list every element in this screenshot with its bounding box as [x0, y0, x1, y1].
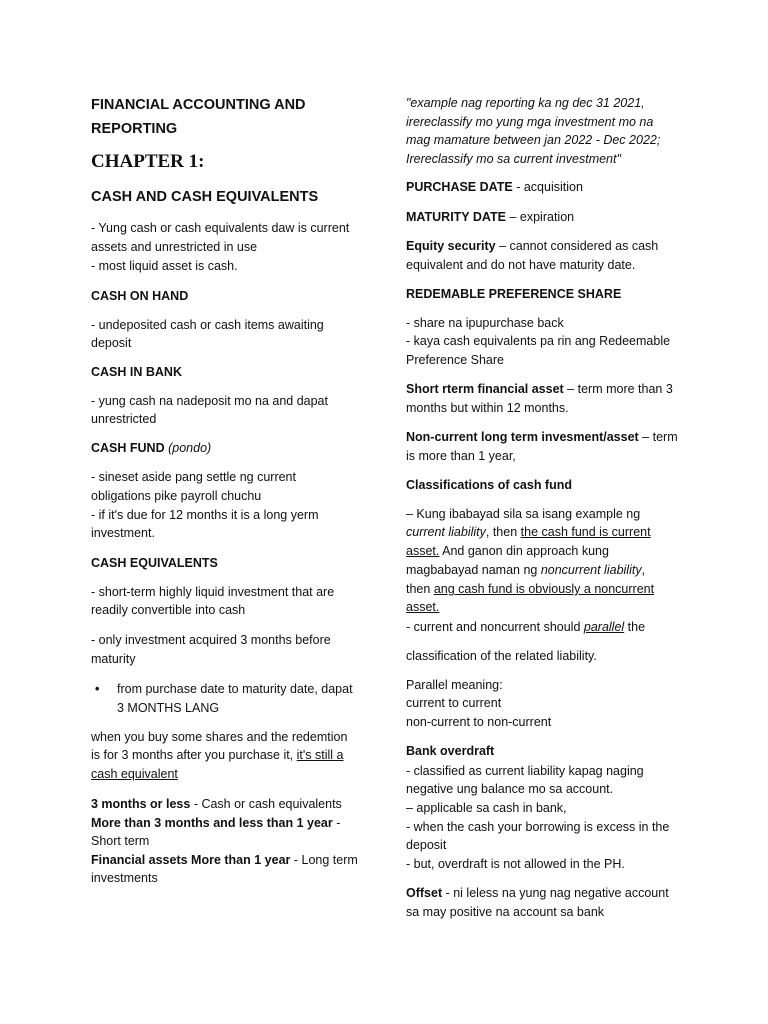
- classifications-line-1: – Kung ibabayad sila sa isang example ng: [406, 507, 641, 521]
- maturity-date-label: MATURITY DATE: [406, 210, 506, 224]
- term-line-2b: Short term: [91, 834, 150, 848]
- maturity-date-text: – expiration: [506, 210, 575, 224]
- cash-equivalents-line-2: readily convertible into cash: [91, 603, 246, 617]
- short-term-line-2: months but within 12 months.: [406, 401, 569, 415]
- non-current-line-2: is more than 1 year,: [406, 449, 516, 463]
- bank-overdraft-heading: Bank overdraft: [406, 744, 495, 758]
- cash-fund-note: (pondo): [168, 441, 212, 455]
- bank-overdraft-line-3: – applicable sa cash in bank,: [406, 801, 567, 815]
- cash-fund-heading: CASH FUND: [91, 441, 165, 455]
- term-line-1: [91, 795, 342, 814]
- cash-fund-line-3: - if it's due for 12 months it is a long yerm: [91, 508, 319, 522]
- quote-line-3: mag mamature between jan 2022 - Dec 2022;: [406, 133, 661, 147]
- bank-overdraft-line-4: - when the cash your borrowing is excess in the: [406, 820, 670, 834]
- equity-text: – cannot considered as cash: [495, 239, 659, 253]
- purchase-date-text: - acquisition: [512, 180, 583, 194]
- cash-fund-line-4: investment.: [91, 526, 155, 540]
- bank-overdraft-line-5: deposit: [406, 838, 447, 852]
- classifications-line-4-comma: ,: [641, 563, 646, 577]
- noncurrent-asset-underlined: ang cash fund is obviously a noncurrent: [433, 582, 655, 596]
- non-current-label: Non-current long term invesment/asset: [406, 430, 639, 444]
- term-line-2: [91, 814, 340, 833]
- parallel-meaning-line-1: current to current: [406, 696, 502, 710]
- non-current-text: – term: [638, 430, 678, 444]
- offset-label: Offset: [406, 886, 443, 900]
- cash-fund-heading-line: [91, 439, 211, 458]
- intro-line-3: - most liquid asset is cash.: [91, 259, 238, 273]
- classifications-line-7-text: - current and noncurrent should: [406, 620, 584, 634]
- bullet-line-2: 3 MONTHS LANG: [117, 700, 220, 715]
- cash-in-bank-line-2: unrestricted: [91, 412, 157, 426]
- classifications-line-4: [406, 561, 645, 580]
- cash-equivalents-line-1: - short-term highly liquid investment that are: [91, 585, 335, 599]
- current-asset-underlined: the cash fund is current: [520, 525, 651, 539]
- short-term-text: – term more than 3: [563, 382, 673, 396]
- shares-line-2: [91, 746, 344, 765]
- purchase-date-line: [406, 178, 583, 197]
- classifications-line-5-text: then: [406, 582, 434, 596]
- cash-in-bank-line-1: - yung cash na nadeposit mo na and dapat: [91, 394, 328, 408]
- bank-overdraft-line-2: negative ung balance mo sa account.: [406, 782, 614, 796]
- bank-overdraft-line-1: - classified as current liability kapag naging: [406, 764, 644, 778]
- term-3-text: - Long term: [290, 853, 358, 867]
- classifications-line-3: [406, 542, 609, 561]
- term-line-3b: investments: [91, 871, 158, 885]
- classifications-line-6: asset.: [406, 600, 440, 614]
- shares-line-2-underlined: it's still a: [296, 748, 344, 762]
- term-line-3: [91, 851, 358, 870]
- equity-label: Equity security: [406, 239, 496, 253]
- equity-line-1: [406, 237, 658, 256]
- classifications-line-2-text: , then: [485, 525, 521, 539]
- document-title-line-2: REPORTING: [91, 121, 178, 137]
- cash-fund-line-2: obligations pike payroll chuchu: [91, 489, 262, 503]
- cash-on-hand-line-2: deposit: [91, 336, 132, 350]
- current-liability-term: current liability: [406, 525, 486, 539]
- chapter-heading: CHAPTER 1:: [91, 151, 205, 172]
- noncurrent-liability-term: noncurrent liability: [540, 563, 642, 577]
- redeemable-line-1: - share na ipupurchase back: [406, 316, 564, 330]
- term-2-text: -: [332, 816, 341, 830]
- classifications-line-8: classification of the related liability.: [406, 649, 597, 663]
- non-current-line-1: [406, 428, 678, 447]
- quote-line-4: Irereclassify mo sa current investment": [406, 152, 621, 166]
- bullet-dot: •: [95, 682, 100, 696]
- bank-overdraft-line-6: - but, overdraft is not allowed in the PH.: [406, 857, 625, 871]
- shares-line-1: when you buy some shares and the redemtion: [91, 730, 348, 744]
- term-3-label: Financial assets More than 1 year: [91, 853, 291, 867]
- redeemable-line-3: Preference Share: [406, 353, 504, 367]
- classifications-line-7-end: the: [624, 620, 646, 634]
- classifications-line-7: [406, 618, 645, 637]
- parallel-term: parallel: [583, 620, 625, 634]
- equity-line-2: equivalent and do not have maturity date.: [406, 258, 636, 272]
- document-title-line-1: FINANCIAL ACCOUNTING AND: [91, 97, 306, 113]
- intro-line-1: - Yung cash or cash equivalents daw is current: [91, 221, 350, 235]
- cash-equivalents-heading: CASH EQUIVALENTS: [91, 556, 218, 570]
- term-1-label: 3 months or less: [91, 797, 191, 811]
- parallel-meaning-line-2: non-current to non-current: [406, 715, 552, 729]
- classifications-heading: Classifications of cash fund: [406, 478, 573, 492]
- maturity-date-line: [406, 208, 574, 227]
- offset-line-1: [406, 884, 669, 903]
- offset-text: - ni leless na yung nag negative account: [442, 886, 669, 900]
- shares-line-3: cash equivalent: [91, 767, 178, 781]
- cash-on-hand-heading: CASH ON HAND: [91, 289, 189, 303]
- term-1-text: - Cash or cash equivalents: [190, 797, 342, 811]
- bullet-item: [91, 680, 407, 717]
- short-term-label: Short rterm financial asset: [406, 382, 564, 396]
- section-heading: CASH AND CASH EQUIVALENTS: [91, 189, 319, 205]
- redeemable-line-2: - kaya cash equivalents pa rin ang Redeemable: [406, 334, 671, 348]
- parallel-meaning-heading: Parallel meaning:: [406, 678, 503, 692]
- cash-on-hand-line-1: - undeposited cash or cash items awaiting: [91, 318, 324, 332]
- cash-equivalents-line-3: - only investment acquired 3 months before: [91, 633, 331, 647]
- cash-in-bank-heading: CASH IN BANK: [91, 365, 182, 379]
- offset-line-2: sa may positive na account sa bank: [406, 905, 605, 919]
- cash-fund-line-1: - sineset aside pang settle ng current: [91, 470, 296, 484]
- quote-line-1: "example nag reporting ka ng dec 31 2021,: [406, 96, 645, 110]
- cash-equivalents-line-4: maturity: [91, 652, 136, 666]
- bullet-line-1: from purchase date to maturity date, dapat: [117, 682, 353, 696]
- redeemable-heading: REDEMABLE PREFERENCE SHARE: [406, 287, 622, 301]
- classifications-line-2: [406, 523, 651, 542]
- term-2-label: More than 3 months and less than 1 year: [91, 816, 333, 830]
- classifications-line-3-text: And ganon din approach kung: [439, 544, 609, 558]
- short-term-line-1: [406, 380, 673, 399]
- purchase-date-label: PURCHASE DATE: [406, 180, 513, 194]
- classifications-line-5: [406, 580, 654, 599]
- intro-line-2: assets and unrestricted in use: [91, 240, 258, 254]
- classifications-line-4-text: magbabayad naman ng: [406, 563, 541, 577]
- asset-underlined: asset.: [406, 544, 440, 558]
- quote-line-2: irereclassify mo yung mga investment mo na: [406, 115, 654, 129]
- shares-line-2-text: is for 3 months after you purchase it,: [91, 748, 297, 762]
